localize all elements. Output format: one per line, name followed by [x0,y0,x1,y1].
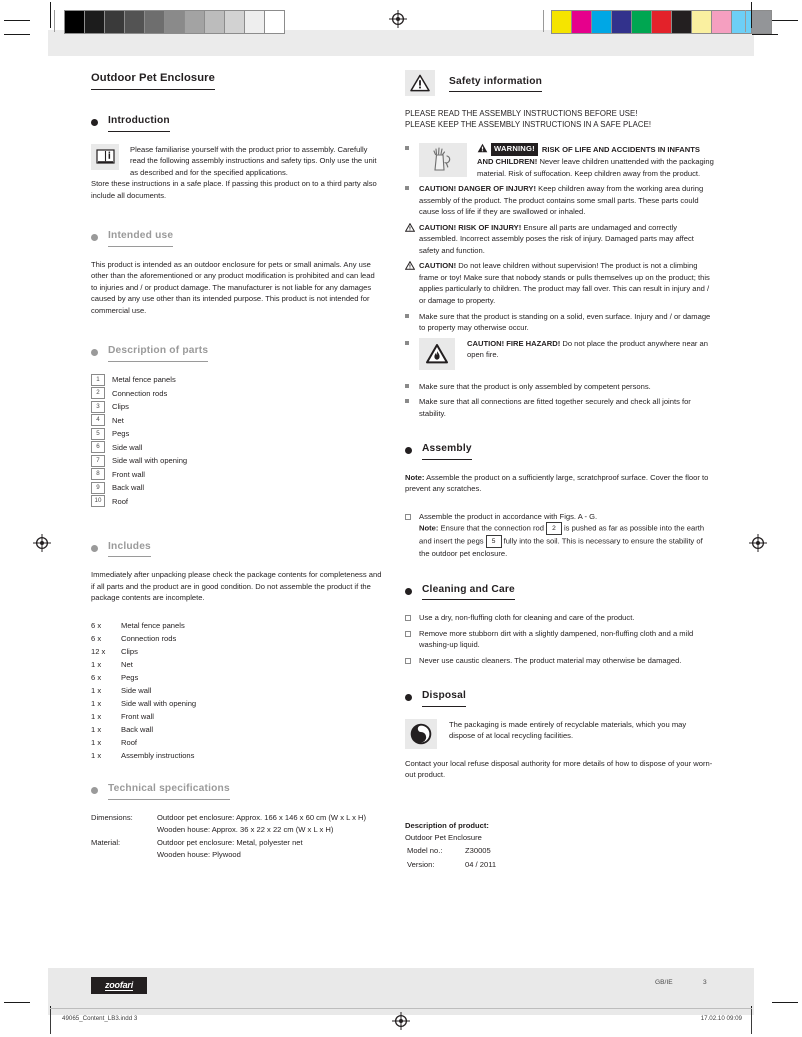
page-title: Outdoor Pet Enclosure [91,70,215,90]
color-swatch [732,11,752,33]
disposal-icon-text: The packaging is made entirely of recyclable materials, which you may dispose of at local recycling facilities. [449,719,687,741]
part-ref-connection-rod: 2 [546,522,562,535]
safety-bullet-list [405,183,714,333]
cleaning-list-item [405,655,714,667]
slug-rule-left [50,1008,51,1034]
crop-mark-tr-h2 [752,34,778,35]
registration-mark-right [749,534,767,552]
crop-mark-tl-h [4,20,30,21]
safety-children-bullet-list [405,143,714,180]
part-label: Side wall [112,442,143,452]
registration-mark-bottom [392,1012,410,1030]
safety-fire-bullet-list [405,338,714,370]
safety-bullet [405,183,714,218]
color-swatch [185,11,205,33]
technical-specifications-table [91,812,383,862]
slug-rule-right [751,1008,752,1034]
safety-bullet-rest: Do not leave children without supervision! The product is not a climbing frame or toy! Make sure that nobody stands or pulls themselves up on the product; this applies particularly to children. The product may fall over. This can result in injury and / or damage to property. [419,261,710,305]
part-number-box: 6 [91,441,105,453]
heading-cleaning-and-care-label: Cleaning and Care [422,582,515,601]
technical-spec-row [91,824,383,837]
includes-list-item [91,750,383,762]
includes-label: Assembly instructions [121,751,195,761]
bullet-dot-icon [91,787,98,794]
safety-bullet-body [419,311,714,334]
part-label: Pegs [112,429,130,439]
warning-badge [477,143,538,157]
product-description-value: Z30005 [465,846,491,856]
assembly-step [405,511,714,560]
safety-bullet-fire-body [467,338,714,361]
color-swatch [145,11,165,33]
introduction-icon-paragraph [91,144,383,179]
color-swatch [592,11,612,33]
color-swatch [165,11,185,33]
includes-quantity: 1 x [91,751,102,761]
heading-intended-use-label: Intended use [108,228,173,247]
product-description-table [405,843,498,872]
includes-label: Roof [121,738,138,748]
bullet-dot-icon [405,694,412,701]
includes-quantity: 6 x [91,620,102,630]
intended-use-body: This product is intended as an outdoor enclosure for pets or small animals. Any use other than the aforementioned or any product modification is prohibited and can lead to injuries and / or product damage. The manufacturer is not liable for any damages caused by any use other than its intended purpose. This product is not intended for commercial use. [91,259,375,315]
warning-badge-triangle-icon [477,143,488,157]
includes-label: Pegs [121,673,139,683]
includes-list-item [91,659,383,671]
bullet-dot-icon [91,119,98,126]
parts-list [91,374,383,508]
technical-spec-value: Outdoor pet enclosure: Metal, polyester net [157,837,303,847]
product-description-key: Version: [407,859,435,869]
safety-bullet-children-body [477,143,714,180]
parts-list-item [91,441,383,453]
includes-quantity: 1 x [91,738,102,748]
bullet-dot-icon [405,588,412,595]
assembly-note [405,472,714,495]
registration-mark-top [389,10,407,28]
trim-tick-mid [543,10,544,32]
heading-safety-information [405,70,714,96]
part-label: Back wall [112,483,145,493]
part-label: Metal fence panels [112,375,176,385]
includes-quantity: 1 x [91,699,102,709]
color-swatch [105,11,125,33]
includes-label: Back wall [121,725,154,735]
heading-includes [91,539,383,558]
includes-label: Net [121,660,133,670]
includes-list-item [91,724,383,736]
introduction-continued-text: Store these instructions in a safe place. If passing this product on to a third party also include all documents. [91,179,377,200]
includes-label: Connection rods [121,633,177,643]
safety-bullet-rest: Keep children away from the working area during assembly of the product. The product contains some small parts. These parts could cause loss of life if they are swallowed or inhaled. [419,184,704,217]
left-column [91,70,383,862]
includes-label: Metal fence panels [121,620,185,630]
part-label: Connection rods [112,388,168,398]
color-swatch [652,11,672,33]
parts-list-item [91,387,383,399]
color-swatch [552,11,572,33]
safety-bullet-children [405,143,714,180]
cleaning-list-text: Remove more stubborn dirt with a slightly dampened, non-fluffing cloth and a mild washing-up liquid. [419,628,694,650]
assembly-step-line: Assemble the product in accordance with Figs. A - G. [419,511,598,521]
zoofari-logo [91,977,147,994]
color-swatch [125,11,145,33]
registration-mark-left [33,534,51,552]
right-column [405,70,714,872]
part-ref-pegs: 5 [486,535,502,548]
includes-quantity: 1 x [91,712,102,722]
safety-bullet-rest: Ensure all parts are undamaged and correctly assembled. Incorrect assembly poses the risk of injury. Damaged parts may affect safety and function. [419,222,694,255]
safety-bullet [405,396,714,419]
disposal-body: Contact your local refuse disposal authority for more details of how to dispose of your worn-out product. [405,758,713,780]
heading-cleaning-and-care [405,582,714,601]
bullet-square-icon [405,381,419,388]
safety-bullet [405,260,714,306]
fire-hazard-icon [419,338,455,370]
warning-badge-label: WARNING! [491,143,538,156]
bullet-square-icon [405,143,419,150]
bullet-hollow-square-icon [405,612,419,621]
bullet-dot-icon [91,545,98,552]
part-number-box: 1 [91,374,105,386]
parts-list-item [91,495,383,507]
disposal-icon-paragraph [405,719,714,749]
product-description-row [407,845,496,857]
includes-label: Side wall with opening [121,699,197,709]
includes-quantity: 12 x [91,646,106,656]
safety-bullet-body [419,396,714,419]
parts-list-item [91,455,383,467]
part-label: Clips [112,402,129,412]
slug-rule-top [50,1008,752,1009]
recycling-icon [405,719,437,749]
part-number-box: 4 [91,414,105,426]
crop-mark-br-h [772,1002,798,1003]
safety-bullet-children-rest: Never leave children unattended with the packaging material. Risk of suffocation. Keep children away from the product. [477,157,714,178]
part-number-box: 7 [91,455,105,467]
technical-spec-key [91,849,157,862]
includes-list-item [91,646,383,658]
heading-technical-specifications-label: Technical specifications [108,781,230,800]
part-number-box: 5 [91,428,105,440]
grayscale-colorbar [64,10,285,34]
crop-mark-tl-v [50,2,51,28]
heading-introduction [91,113,383,132]
assembly-step-note-label: Note: [419,523,439,533]
heading-includes-label: Includes [108,539,151,558]
parts-list-item [91,468,383,480]
heading-description-of-parts [91,343,383,362]
part-label: Front wall [112,469,145,479]
technical-spec-key [91,824,157,837]
product-description-row [407,859,496,871]
part-label: Roof [112,496,129,506]
includes-quantity: 6 x [91,673,102,683]
safety-bullet-rest: Make sure that the product is standing on a solid, even surface. Injury and / or damage to property may otherwise occur. [419,311,711,333]
color-swatch [752,11,771,33]
part-label: Net [112,415,124,425]
crop-mark-bl-h [4,1002,30,1003]
color-swatch [205,11,225,33]
safety-bullet-rest: Make sure that the product is only assembled by competent persons. [419,381,651,391]
safety-shout-line-2: PLEASE KEEP THE ASSEMBLY INSTRUCTIONS IN A SAFE PLACE! [405,120,652,130]
heading-disposal-label: Disposal [422,688,466,707]
safety-bullet-bold: CAUTION! [419,261,457,271]
safety-bullet-fire-rest: Do not place the product anywhere near an open fire. [467,338,709,360]
assembly-step-note-part-b: is pushed as far as possible into the earth and insert the pegs [419,523,705,546]
cleaning-list-text: Use a dry, non-fluffing cloth for cleaning and care of the product. [419,613,635,623]
includes-label: Clips [121,646,138,656]
includes-quantity: 1 x [91,686,102,696]
color-swatch [572,11,592,33]
safety-bullet-bold: CAUTION! DANGER OF INJURY! [419,184,536,194]
includes-list-item [91,711,383,723]
includes-list-item [91,685,383,697]
technical-spec-row [91,849,383,862]
safety-shout-line-1: PLEASE READ THE ASSEMBLY INSTRUCTIONS BEFORE USE! [405,109,638,118]
bullet-warning-triangle-icon [405,260,419,274]
part-number-box: 8 [91,468,105,480]
bullet-dot-icon [91,349,98,356]
color-swatch [85,11,105,33]
bullet-dot-icon [91,234,98,241]
heading-assembly-label: Assembly [422,441,472,460]
assembly-step-body [419,511,714,560]
info-book-icon [91,144,119,170]
safety-bullet-fire-bold: CAUTION! FIRE HAZARD! [467,338,561,348]
safety-bullet-fire [405,338,714,370]
color-swatch [612,11,632,33]
heading-description-of-parts-label: Description of parts [108,343,208,362]
technical-spec-key: Dimensions: [91,812,133,822]
bullet-square-icon [405,311,419,318]
trim-tick-right [745,10,746,32]
part-number-box: 2 [91,387,105,399]
color-swatch [65,11,85,33]
crop-mark-tr-v [751,2,752,28]
bullet-warning-triangle-icon [405,222,419,236]
heading-safety-information-label: Safety information [449,74,542,93]
part-number-box: 3 [91,401,105,413]
introduction-indented-text: Please familiarise yourself with the product prior to assembly. Carefully read the following assembly instructions and safety tips. Only use the unit as described and for the specified applications. [130,144,377,177]
assembly-step-note-part-c: fully into the soil. This is necessary to ensure the stability of the outdoor pet enclosure. [419,536,703,559]
safety-bullet-list-tail [405,381,714,420]
safety-bullet-children-bold: RISK OF LIFE AND ACCIDENTS IN INFANTS AND CHILDREN! [477,144,700,167]
parts-list-item [91,374,383,386]
cleaning-list-text: Never use caustic cleaners. The product material may otherwise be damaged. [419,655,682,665]
print-slug-filename: 49065_Content_LB3.indd 3 [62,1015,138,1022]
crop-mark-tl-h2 [4,34,30,35]
cleaning-list [405,612,714,666]
safety-bullet-bold: CAUTION! RISK OF INJURY! [419,222,522,232]
safety-bullet [405,311,714,334]
technical-spec-value: Wooden house: Approx. 36 x 22 x 22 cm (W x L x H) [157,825,334,835]
safety-bullet-body [419,260,714,306]
assembly-note-label: Note: [405,472,425,482]
safety-bullet-rest: Make sure that all connections are fitted together securely and check all joints for stability. [419,397,691,418]
includes-quantity: 1 x [91,660,102,670]
color-swatch [265,11,284,33]
product-description-name: Outdoor Pet Enclosure [405,832,482,842]
includes-label: Front wall [121,712,154,722]
part-number-box: 9 [91,482,105,494]
includes-list-item [91,633,383,645]
parts-list-item [91,482,383,494]
assembly-step-note-part-a: Ensure that the connection rod [440,523,544,533]
cleaning-list-item [405,628,714,651]
heading-intended-use [91,228,383,247]
cleaning-list-item [405,612,714,624]
heading-technical-specifications [91,781,383,800]
plastic-bag-suffocation-icon [419,143,467,177]
bullet-square-icon [405,338,419,345]
crop-mark-tr-h [772,20,798,21]
part-label: Side wall with opening [112,456,188,466]
safety-bullet-body [419,222,714,257]
technical-spec-value: Wooden house: Plywood [157,850,241,860]
safety-bullet-body [419,381,714,393]
safety-bullet [405,222,714,257]
includes-quantity: 1 x [91,725,102,735]
product-description-heading: Description of product: [405,820,489,830]
safety-bullet-body [419,183,714,218]
includes-list-item [91,620,383,632]
warning-triangle-icon [405,70,435,96]
bullet-square-icon [405,396,419,403]
heading-disposal [405,688,714,707]
includes-body: Immediately after unpacking please check the package contents for completeness and if all parts and the product are in good condition. Do not assemble the product if the package contents are incomplete. [91,570,382,603]
parts-list-item [91,401,383,413]
color-swatch [712,11,732,33]
includes-quantity: 6 x [91,633,102,643]
heading-introduction-label: Introduction [108,113,170,132]
includes-list-item [91,737,383,749]
trim-tick-left [54,10,55,32]
color-swatch [632,11,652,33]
bullet-dot-icon [405,447,412,454]
print-slug-timestamp: 17.02.10 09:09 [700,1015,742,1022]
footer-page-number: 3 [703,979,707,986]
technical-spec-row [91,812,383,825]
parts-list-item [91,428,383,440]
bullet-hollow-square-icon [405,655,419,664]
includes-list-item [91,672,383,684]
technical-spec-value: Outdoor pet enclosure: Approx. 166 x 146 x 60 cm (W x L x H) [157,812,367,822]
safety-bullet [405,381,714,393]
product-description-value: 04 / 2011 [465,859,497,869]
includes-list-item [91,698,383,710]
includes-label: Side wall [121,686,152,696]
assembly-note-body: Assemble the product on a sufficiently large, scratchproof surface. Cover the floor to prevent any scratches. [405,472,709,494]
color-swatch [672,11,692,33]
process-colorbar [551,10,772,34]
footer-language: GB/IE [655,979,673,986]
part-number-box: 10 [91,495,105,507]
color-swatch [245,11,265,33]
product-description-key: Model no.: [407,846,443,856]
technical-spec-key: Material: [91,837,121,847]
bullet-square-icon [405,183,419,190]
color-swatch [692,11,712,33]
zoofari-logo-text: zoofari [104,980,134,990]
assembly-step-list [405,511,714,560]
bullet-hollow-square-icon [405,511,419,520]
technical-spec-row [91,837,383,850]
bullet-hollow-square-icon [405,628,419,637]
includes-list [91,620,383,762]
parts-list-item [91,414,383,426]
color-swatch [225,11,245,33]
heading-assembly [405,441,714,460]
